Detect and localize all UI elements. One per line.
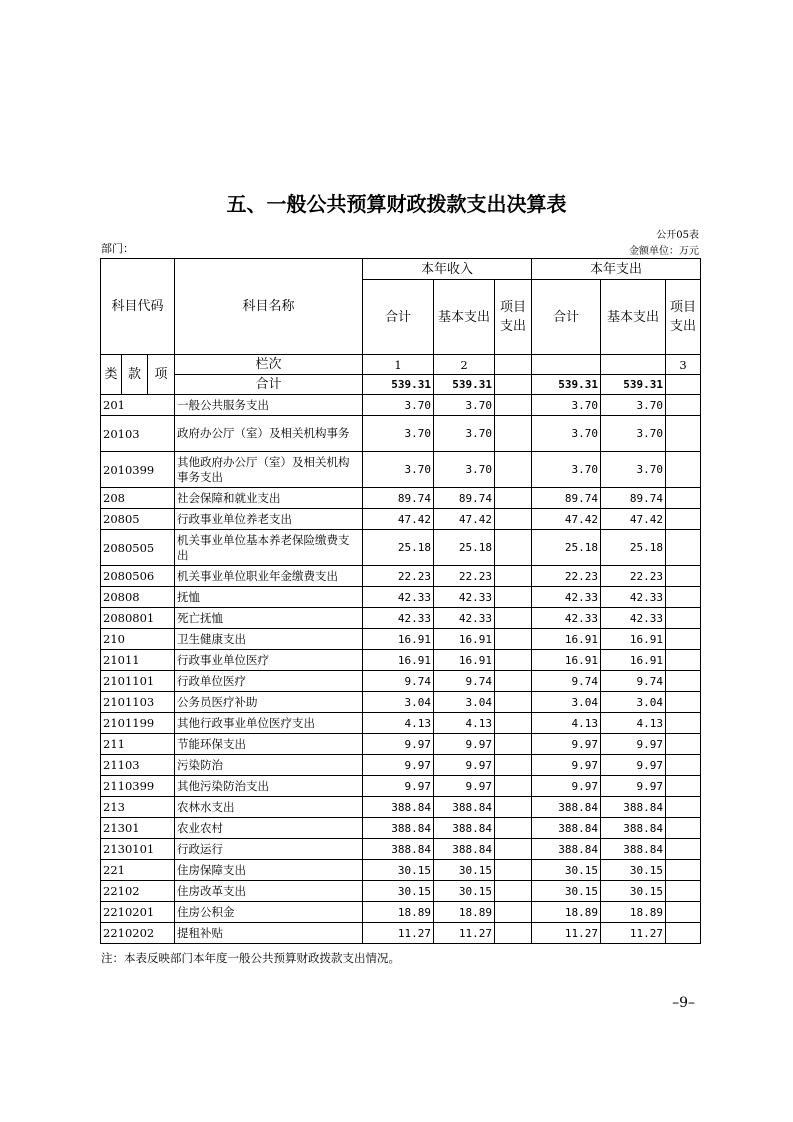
- table-row: [101, 797, 701, 818]
- row-name: 农业农村: [175, 818, 363, 839]
- row-income-basic: 42.33: [434, 587, 495, 608]
- row-income-basic: 3.70: [434, 452, 495, 488]
- row-code: 2101103: [101, 692, 175, 713]
- row-income-project: [495, 860, 532, 881]
- header-income-basic: 基本支出: [434, 280, 495, 355]
- table-row: [101, 902, 701, 923]
- sum-expense-total: 539.31: [532, 375, 601, 395]
- row-expense-basic: 9.97: [601, 734, 666, 755]
- row-code: 210: [101, 629, 175, 650]
- row-expense-basic: 89.74: [601, 488, 666, 509]
- unit-label: 金额单位：万元: [629, 246, 699, 257]
- table-row: [101, 608, 701, 629]
- row-name: 机关事业单位职业年金缴费支出: [175, 566, 363, 587]
- header-kuan: 款: [122, 355, 148, 395]
- table-row: [101, 713, 701, 734]
- row-code: 2080801: [101, 608, 175, 629]
- row-income-total: 388.84: [363, 839, 434, 860]
- row-expense-basic: 25.18: [601, 530, 666, 566]
- row-income-total: 16.91: [363, 650, 434, 671]
- row-expense-project: [666, 530, 701, 566]
- row-expense-basic: 30.15: [601, 881, 666, 902]
- row-name: 一般公共服务支出: [175, 395, 363, 416]
- row-expense-basic: 42.33: [601, 587, 666, 608]
- row-income-total: 388.84: [363, 818, 434, 839]
- row-expense-basic: 42.33: [601, 608, 666, 629]
- row-expense-basic: 388.84: [601, 797, 666, 818]
- sum-income-total: 539.31: [363, 375, 434, 395]
- row-expense-basic: 3.04: [601, 692, 666, 713]
- row-income-total: 9.97: [363, 734, 434, 755]
- row-income-project: [495, 629, 532, 650]
- row-income-project: [495, 608, 532, 629]
- row-income-total: 3.04: [363, 692, 434, 713]
- row-income-basic: 42.33: [434, 608, 495, 629]
- row-expense-total: 388.84: [532, 818, 601, 839]
- row-income-basic: 3.70: [434, 395, 495, 416]
- row-expense-total: 388.84: [532, 839, 601, 860]
- row-expense-basic: 47.42: [601, 509, 666, 530]
- row-code: 20103: [101, 416, 175, 452]
- row-expense-basic: 22.23: [601, 566, 666, 587]
- row-income-total: 18.89: [363, 902, 434, 923]
- header-income-total: 合计: [363, 280, 434, 355]
- row-expense-basic: 18.89: [601, 902, 666, 923]
- row-income-total: 89.74: [363, 488, 434, 509]
- row-income-total: 11.27: [363, 923, 434, 944]
- row-expense-total: 30.15: [532, 881, 601, 902]
- row-expense-project: [666, 650, 701, 671]
- row-income-total: 9.97: [363, 755, 434, 776]
- row-income-basic: 388.84: [434, 839, 495, 860]
- row-name: 行政事业单位医疗: [175, 650, 363, 671]
- row-code: 2130101: [101, 839, 175, 860]
- row-expense-project: [666, 566, 701, 587]
- header-income-project: 项目支出: [495, 280, 532, 355]
- row-income-project: [495, 692, 532, 713]
- row-income-total: 42.33: [363, 587, 434, 608]
- row-income-total: 16.91: [363, 629, 434, 650]
- row-expense-project: [666, 839, 701, 860]
- row-expense-project: [666, 755, 701, 776]
- sum-income-basic: 539.31: [434, 375, 495, 395]
- row-expense-basic: 3.70: [601, 416, 666, 452]
- table-row: [101, 671, 701, 692]
- row-income-project: [495, 530, 532, 566]
- row-income-project: [495, 566, 532, 587]
- row-income-project: [495, 797, 532, 818]
- row-income-total: 9.74: [363, 671, 434, 692]
- header-name: 科目名称: [175, 259, 363, 355]
- row-name: 农林水支出: [175, 797, 363, 818]
- row-expense-project: [666, 734, 701, 755]
- header-expense-basic: 基本支出: [601, 280, 666, 355]
- row-income-total: 22.23: [363, 566, 434, 587]
- row-expense-project: [666, 713, 701, 734]
- row-name: 卫生健康支出: [175, 629, 363, 650]
- row-name: 行政事业单位养老支出: [175, 509, 363, 530]
- row-expense-basic: 9.74: [601, 671, 666, 692]
- row-code: 213: [101, 797, 175, 818]
- row-code: 201: [101, 395, 175, 416]
- row-code: 2210201: [101, 902, 175, 923]
- header-code: 科目代码: [101, 259, 175, 355]
- row-expense-total: 89.74: [532, 488, 601, 509]
- row-income-project: [495, 923, 532, 944]
- row-expense-total: 30.15: [532, 860, 601, 881]
- row-code: 2080505: [101, 530, 175, 566]
- row-expense-project: [666, 860, 701, 881]
- row-name: 污染防治: [175, 755, 363, 776]
- row-expense-project: [666, 509, 701, 530]
- row-expense-total: 4.13: [532, 713, 601, 734]
- expenditure-table: [100, 258, 701, 944]
- sum-expense-basic: 539.31: [601, 375, 666, 395]
- row-income-basic: 4.13: [434, 713, 495, 734]
- row-income-total: 42.33: [363, 608, 434, 629]
- row-expense-total: 25.18: [532, 530, 601, 566]
- table-row: [101, 881, 701, 902]
- row-name: 提租补贴: [175, 923, 363, 944]
- row-expense-total: 18.89: [532, 902, 601, 923]
- row-name: 公务员医疗补助: [175, 692, 363, 713]
- row-name: 抚恤: [175, 587, 363, 608]
- row-income-project: [495, 416, 532, 452]
- table-row: [101, 692, 701, 713]
- row-income-basic: 18.89: [434, 902, 495, 923]
- row-income-basic: 9.97: [434, 755, 495, 776]
- row-income-basic: 30.15: [434, 860, 495, 881]
- row-income-basic: 11.27: [434, 923, 495, 944]
- row-expense-project: [666, 902, 701, 923]
- header-expense: 本年支出: [532, 259, 701, 280]
- row-income-total: 4.13: [363, 713, 434, 734]
- row-code: 221: [101, 860, 175, 881]
- row-code: 2101199: [101, 713, 175, 734]
- header-xiang: 项: [148, 355, 175, 395]
- row-expense-total: 16.91: [532, 629, 601, 650]
- row-income-project: [495, 509, 532, 530]
- row-name: 节能环保支出: [175, 734, 363, 755]
- row-expense-project: [666, 608, 701, 629]
- row-code: 20805: [101, 509, 175, 530]
- row-expense-project: [666, 452, 701, 488]
- table-row: [101, 818, 701, 839]
- col-number-3: 3: [666, 355, 701, 375]
- row-income-project: [495, 881, 532, 902]
- table-row: [101, 587, 701, 608]
- row-income-project: [495, 452, 532, 488]
- row-expense-total: 3.04: [532, 692, 601, 713]
- row-code: 208: [101, 488, 175, 509]
- row-income-total: 30.15: [363, 860, 434, 881]
- row-expense-basic: 388.84: [601, 839, 666, 860]
- row-income-basic: 3.04: [434, 692, 495, 713]
- row-expense-total: 47.42: [532, 509, 601, 530]
- table-row: [101, 488, 701, 509]
- table-row: [101, 416, 701, 452]
- row-income-basic: 47.42: [434, 509, 495, 530]
- row-name: 住房保障支出: [175, 860, 363, 881]
- table-row: [101, 395, 701, 416]
- department-label: 部门：: [101, 242, 134, 255]
- page-title: 五、一般公共预算财政拨款支出决算表: [226, 192, 567, 216]
- col-number-1: 1: [363, 355, 434, 375]
- row-income-project: [495, 818, 532, 839]
- header-expense-project: 项目支出: [666, 280, 701, 355]
- row-code: 21011: [101, 650, 175, 671]
- row-expense-basic: 16.91: [601, 650, 666, 671]
- row-expense-project: [666, 692, 701, 713]
- row-expense-project: [666, 881, 701, 902]
- row-expense-basic: 388.84: [601, 818, 666, 839]
- row-income-project: [495, 671, 532, 692]
- row-code: 22102: [101, 881, 175, 902]
- header-lanci: 栏次: [175, 355, 363, 375]
- row-expense-project: [666, 818, 701, 839]
- footnote: 注：本表反映部门本年度一般公共预算财政拨款支出情况。: [101, 951, 400, 965]
- row-expense-project: [666, 488, 701, 509]
- row-expense-total: 9.97: [532, 734, 601, 755]
- table-row: [101, 755, 701, 776]
- table-row: [101, 650, 701, 671]
- row-income-total: 3.70: [363, 452, 434, 488]
- row-income-project: [495, 587, 532, 608]
- row-income-basic: 9.97: [434, 776, 495, 797]
- table-row: [101, 629, 701, 650]
- header-lei: 类: [101, 355, 122, 395]
- row-code: 2010399: [101, 452, 175, 488]
- row-expense-total: 16.91: [532, 650, 601, 671]
- row-income-total: 25.18: [363, 530, 434, 566]
- row-name: 其他政府办公厅（室）及相关机构事务支出: [175, 452, 363, 488]
- row-income-basic: 9.97: [434, 734, 495, 755]
- row-name: 社会保障和就业支出: [175, 488, 363, 509]
- row-expense-project: [666, 587, 701, 608]
- row-expense-project: [666, 671, 701, 692]
- row-code: 2101101: [101, 671, 175, 692]
- row-code: 2080506: [101, 566, 175, 587]
- row-income-total: 47.42: [363, 509, 434, 530]
- row-income-total: 30.15: [363, 881, 434, 902]
- col-number-2: 2: [434, 355, 495, 375]
- row-expense-total: 9.97: [532, 776, 601, 797]
- row-name: 政府办公厅（室）及相关机构事务: [175, 416, 363, 452]
- row-income-project: [495, 488, 532, 509]
- sum-label: 合计: [175, 375, 363, 395]
- row-name: 其他污染防治支出: [175, 776, 363, 797]
- row-name: 住房公积金: [175, 902, 363, 923]
- row-income-basic: 16.91: [434, 629, 495, 650]
- form-number: 公开05表: [656, 230, 699, 241]
- row-code: 2110399: [101, 776, 175, 797]
- row-expense-project: [666, 395, 701, 416]
- page-number: –9–: [672, 995, 695, 1011]
- row-income-total: 3.70: [363, 395, 434, 416]
- header-expense-total: 合计: [532, 280, 601, 355]
- row-income-project: [495, 395, 532, 416]
- row-expense-total: 22.23: [532, 566, 601, 587]
- row-expense-project: [666, 416, 701, 452]
- table-row: [101, 923, 701, 944]
- row-expense-basic: 9.97: [601, 755, 666, 776]
- row-expense-basic: 4.13: [601, 713, 666, 734]
- row-code: 21103: [101, 755, 175, 776]
- row-income-total: 9.97: [363, 776, 434, 797]
- row-code: 21301: [101, 818, 175, 839]
- row-expense-basic: 16.91: [601, 629, 666, 650]
- row-expense-total: 9.74: [532, 671, 601, 692]
- row-code: 20808: [101, 587, 175, 608]
- row-income-project: [495, 650, 532, 671]
- row-expense-total: 388.84: [532, 797, 601, 818]
- row-income-total: 388.84: [363, 797, 434, 818]
- row-income-basic: 388.84: [434, 797, 495, 818]
- row-income-basic: 388.84: [434, 818, 495, 839]
- row-expense-total: 3.70: [532, 395, 601, 416]
- row-expense-project: [666, 776, 701, 797]
- row-expense-total: 11.27: [532, 923, 601, 944]
- table-row: [101, 509, 701, 530]
- row-expense-basic: 9.97: [601, 776, 666, 797]
- table-row: [101, 452, 701, 488]
- row-expense-project: [666, 629, 701, 650]
- row-expense-basic: 30.15: [601, 860, 666, 881]
- row-income-project: [495, 839, 532, 860]
- row-code: 2210202: [101, 923, 175, 944]
- row-income-project: [495, 902, 532, 923]
- row-name: 住房改革支出: [175, 881, 363, 902]
- row-income-project: [495, 713, 532, 734]
- row-name: 其他行政事业单位医疗支出: [175, 713, 363, 734]
- table-row: [101, 734, 701, 755]
- row-income-basic: 3.70: [434, 416, 495, 452]
- row-expense-basic: 3.70: [601, 452, 666, 488]
- table-row: [101, 530, 701, 566]
- table-row: [101, 776, 701, 797]
- row-income-basic: 89.74: [434, 488, 495, 509]
- row-income-basic: 16.91: [434, 650, 495, 671]
- table-row: [101, 839, 701, 860]
- row-expense-project: [666, 923, 701, 944]
- row-income-basic: 22.23: [434, 566, 495, 587]
- row-income-project: [495, 776, 532, 797]
- row-income-basic: 9.74: [434, 671, 495, 692]
- row-expense-basic: 11.27: [601, 923, 666, 944]
- row-expense-project: [666, 797, 701, 818]
- row-name: 行政运行: [175, 839, 363, 860]
- row-expense-total: 9.97: [532, 755, 601, 776]
- row-expense-total: 3.70: [532, 452, 601, 488]
- table-row: [101, 860, 701, 881]
- header-income: 本年收入: [363, 259, 532, 280]
- row-code: 211: [101, 734, 175, 755]
- row-name: 行政单位医疗: [175, 671, 363, 692]
- row-expense-total: 3.70: [532, 416, 601, 452]
- row-income-basic: 25.18: [434, 530, 495, 566]
- row-income-basic: 30.15: [434, 881, 495, 902]
- row-income-project: [495, 755, 532, 776]
- row-income-project: [495, 734, 532, 755]
- row-name: 机关事业单位基本养老保险缴费支出: [175, 530, 363, 566]
- row-expense-basic: 3.70: [601, 395, 666, 416]
- row-expense-total: 42.33: [532, 608, 601, 629]
- row-expense-total: 42.33: [532, 587, 601, 608]
- table-row: [101, 566, 701, 587]
- row-name: 死亡抚恤: [175, 608, 363, 629]
- row-income-total: 3.70: [363, 416, 434, 452]
